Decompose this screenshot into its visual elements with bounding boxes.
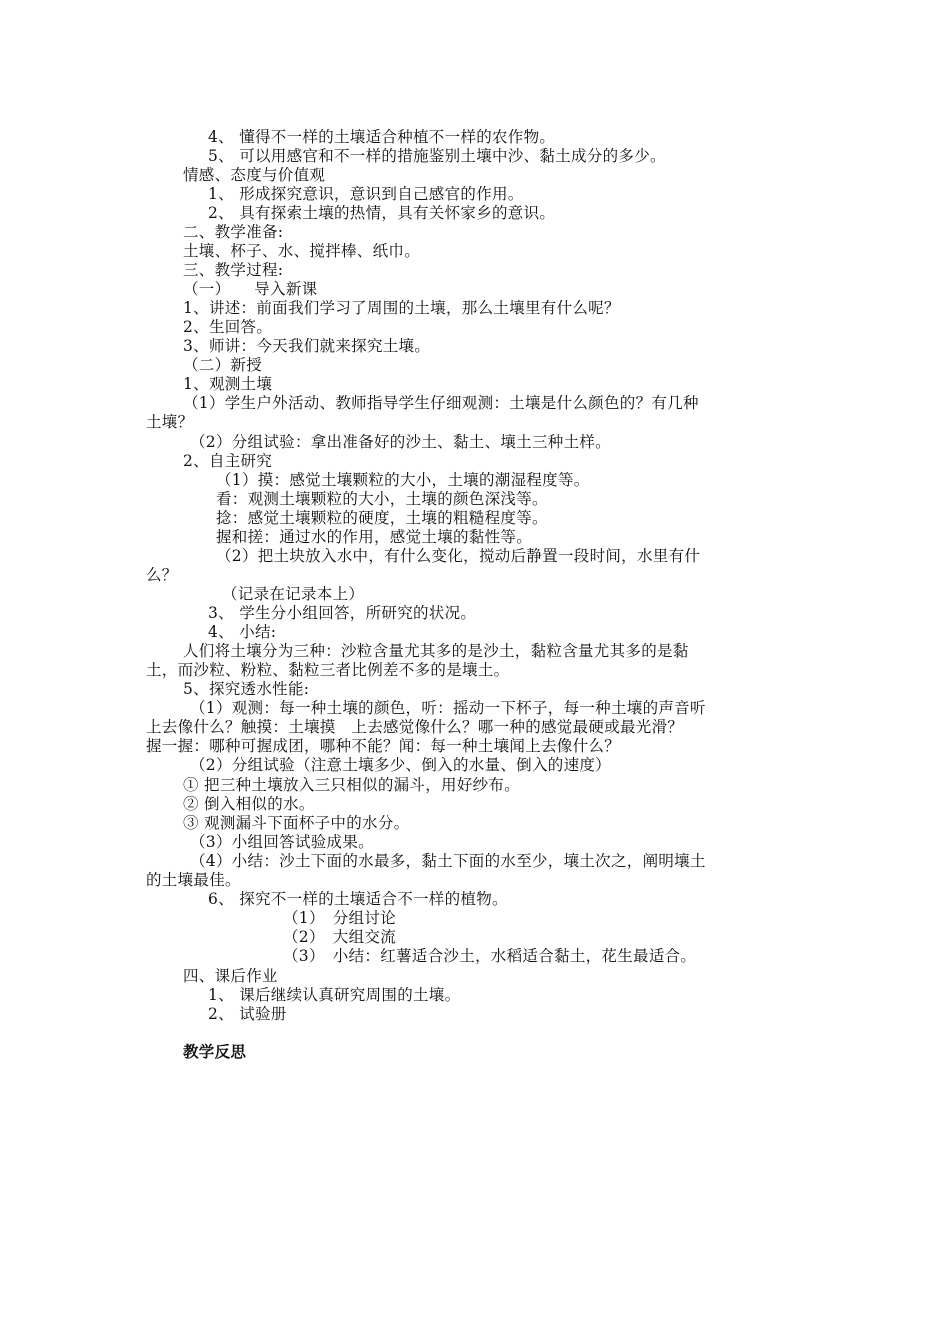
teaching-reflection-heading: 教学反思 [183,1043,247,1061]
permeability-observe: （1）观测：每一种土壤的颜色，听：摇动一下杯子，每一种土壤的声音听 [190,699,706,717]
objective-4: 4、 懂得不一样的土壤适合种植不一样的农作物。 [208,128,556,146]
section-process-heading: 三、教学过程: [183,261,284,279]
step-3-answer: 3、 学生分小组回答，所研究的状况。 [208,604,477,622]
emotion-item-2: 2、 具有探索土壤的热情，具有关怀家乡的意识。 [208,204,556,222]
section-preparation-heading: 二、教学准备: [183,223,284,241]
plants-discussion: （1） 分组讨论 [283,909,397,927]
step-research-heading: 2、自主研究 [183,452,273,470]
subsection-intro: （一） 导入新课 [183,280,318,298]
permeability-summary: （4）小结：沙土下面的水最多，黏土下面的水至少，壤土次之，阐明壤土 [190,852,706,870]
permeability-report: （3）小组回答试验成果。 [190,833,374,851]
intro-step-2: 2、生回答。 [183,318,273,336]
step-observe-heading: 1、观测土壤 [183,375,273,393]
research-touch: （1）摸：感觉土壤颗粒的大小，土壤的潮湿程度等。 [216,471,590,489]
step-4-summary: 4、 小结: [208,623,277,641]
plants-exchange: （2） 大组交流 [283,928,397,946]
observe-item-1: （1）学生户外活动、教师指导学生仔细观测：土壤是什么颜色的？有几种 [183,394,699,412]
summary-text: 人们将土壤分为三种：沙粒含量尤其多的是沙土，黏粒含量尤其多的是黏 [183,642,689,660]
research-look: 看：观测土壤颗粒的大小，土壤的颜色深浅等。 [216,490,548,508]
experiment-step-3: ③ 观测漏斗下面杯子中的水分。 [183,814,410,832]
experiment-step-2: ② 倒入相似的水。 [183,795,315,813]
permeability-experiment: （2）分组试验（注意土壤多少、倒入的水量、倒入的速度） [190,756,611,774]
subsection-new-lesson: （二）新授 [183,356,263,374]
observe-item-1-cont: 土壤？ [146,413,194,431]
permeability-observe-cont1: 上去像什么？触摸：土壤摸 上去感觉像什么？哪一种的感觉最硬或最光滑？ [146,718,684,736]
research-pinch: 捻：感觉土壤颗粒的硬度，土壤的粗糙程度等。 [216,509,548,527]
intro-step-3: 3、师讲：今天我们就来探究土壤。 [183,337,431,355]
step-6-plants: 6、 探究不一样的土壤适合不一样的植物。 [208,890,508,908]
observe-item-2: （2）分组试验：拿出准备好的沙土、黏土、壤土三种土样。 [190,433,611,451]
section-emotion-heading: 情感、态度与价值观 [183,166,326,184]
research-record-note: （记录在记录本上） [222,585,365,603]
experiment-step-1: ① 把三种土壤放入三只相似的漏斗，用好纱布。 [183,776,521,794]
homework-item-2: 2、 试验册 [208,1005,287,1023]
research-water-cont: 么？ [146,566,178,584]
intro-step-1: 1、讲述：前面我们学习了周围的土壤，那么土壤里有什么呢？ [183,299,620,317]
plants-summary: （3） 小结：红薯适合沙土，水稻适合黏土，花生最适合。 [283,947,697,965]
summary-text-cont: 土，而沙粒、粉粒、黏粒三者比例差不多的是壤土。 [146,661,510,679]
research-water: （2）把土块放入水中，有什么变化，搅动后静置一段时间，水里有什 [216,547,701,565]
section-homework-heading: 四、课后作业 [183,967,278,985]
emotion-item-1: 1、 形成探究意识，意识到自己感官的作用。 [208,185,524,203]
research-grip: 握和搓：通过水的作用，感觉土壤的黏性等。 [216,528,533,546]
step-permeability-heading: 5、探究透水性能: [183,680,310,698]
homework-item-1: 1、 课后继续认真研究周围的土壤。 [208,986,461,1004]
permeability-summary-cont: 的土壤最佳。 [146,871,241,889]
permeability-observe-cont2: 握一握：哪种可握成团，哪种不能？闻：每一种土壤闻上去像什么？ [146,737,621,755]
objective-5: 5、 可以用感官和不一样的措施鉴别土壤中沙、黏土成分的多少。 [208,147,666,165]
preparation-materials: 土壤、杯子、水、搅拌棒、纸巾。 [183,242,421,260]
